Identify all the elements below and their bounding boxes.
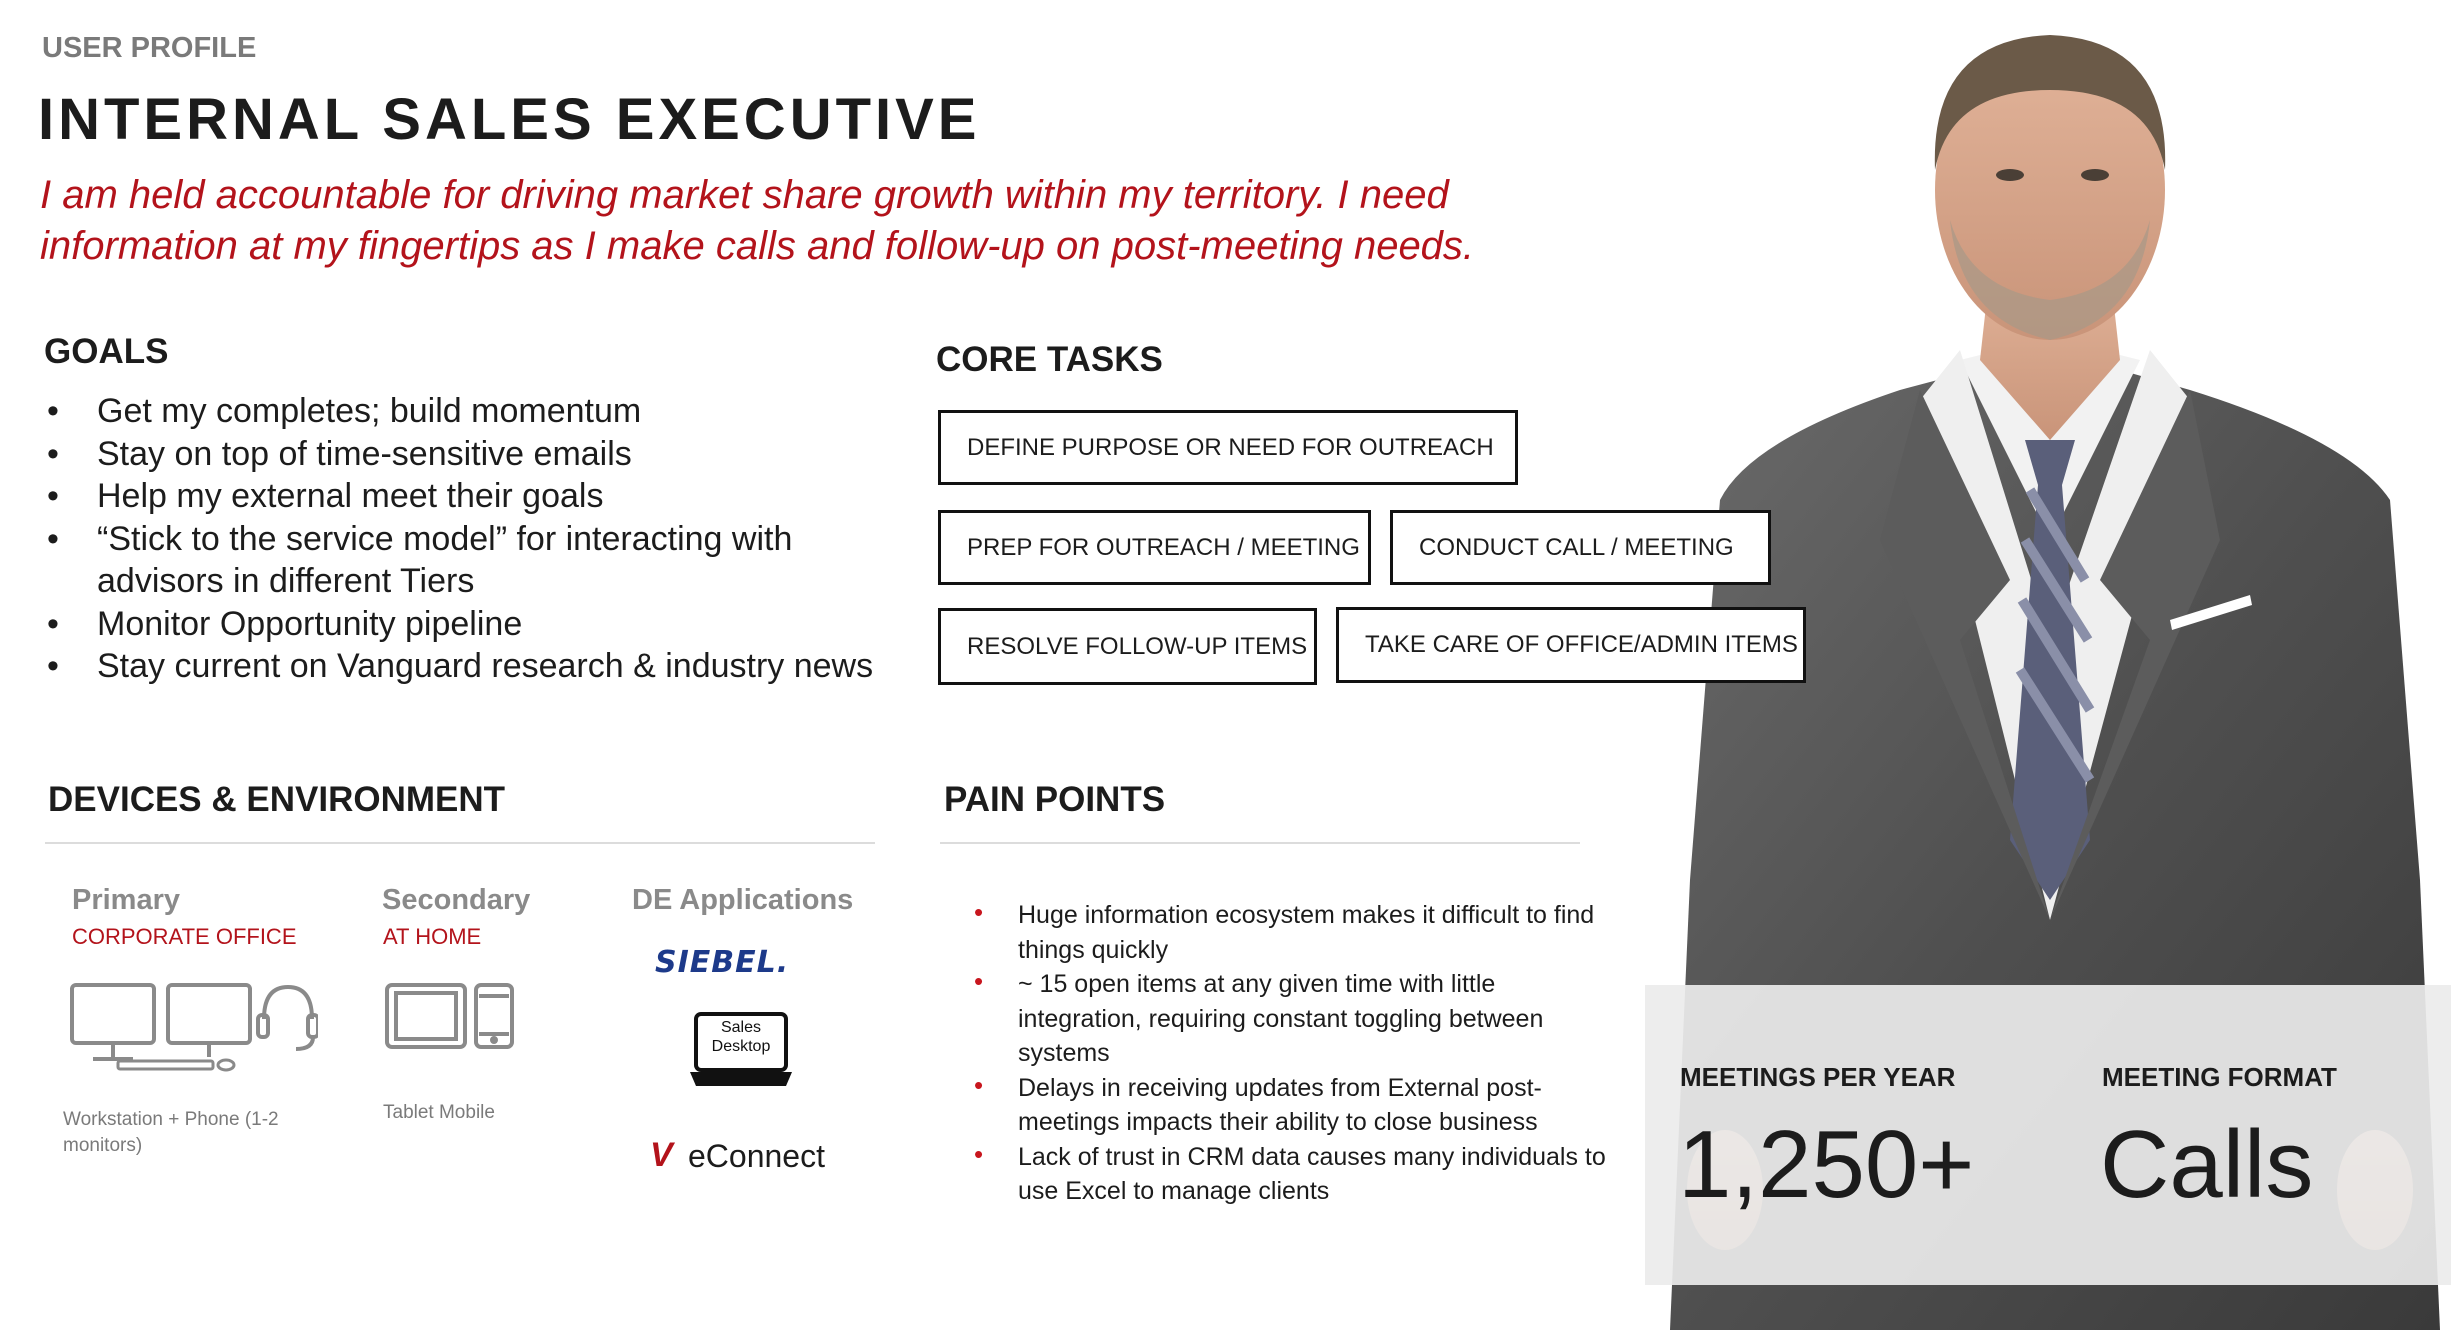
task-prep-outreach: PREP FOR OUTREACH / MEETING (938, 510, 1371, 585)
mobile-phone-icon (476, 985, 512, 1047)
goal-item: • “Stick to the service model” for interacting with advisors in different Tiers (45, 518, 905, 603)
primary-device-caption: Workstation + Phone (1-2 monitors) (63, 1109, 279, 1156)
task-office-admin: TAKE CARE OF OFFICE/ADMIN ITEMS (1336, 607, 1806, 683)
vanguard-v-icon: V (650, 1136, 673, 1174)
desktop-monitor-icon (72, 985, 154, 1059)
sales-desktop-logo (688, 1010, 794, 1088)
task-define-purpose: DEFINE PURPOSE OR NEED FOR OUTREACH (938, 410, 1518, 485)
tablet-icon (387, 985, 465, 1047)
pain-point-item: • Delays in receiving updates from External post-meetings impacts their ability to close business (970, 1071, 1610, 1140)
pain-point-item: • Huge information ecosystem makes it difficult to find things quickly (970, 898, 1610, 967)
workstation-icons (68, 975, 318, 1075)
goals-list (45, 390, 905, 688)
secondary-device-caption: Tablet Mobile (383, 1102, 495, 1123)
meeting-format-value: Calls (2100, 1111, 2314, 1218)
task-conduct-call: CONDUCT CALL / MEETING (1390, 510, 1771, 585)
persona-quote: I am held accountable for driving market share growth within my territory. I need information at my fingertips as I make calls and follow-up on post-meeting needs. (40, 173, 1475, 268)
task-resolve-follow-up: RESOLVE FOLLOW-UP ITEMS (938, 608, 1317, 685)
pain-points-heading: PAIN POINTS (944, 780, 1166, 819)
sales-desktop-label: Sales Desktop (711, 1019, 771, 1055)
siebel-logo: SIEBEL. (655, 945, 790, 980)
goal-item: • Monitor Opportunity pipeline (45, 603, 905, 646)
primary-device-location: CORPORATE OFFICE (72, 924, 297, 949)
goal-item: • Help my external meet their goals (45, 475, 905, 518)
page-title: INTERNAL SALES EXECUTIVE (38, 87, 981, 152)
goals-heading: GOALS (44, 332, 169, 371)
secondary-device-location: AT HOME (383, 924, 482, 949)
meeting-format-label: MEETING FORMAT (2102, 1062, 2337, 1092)
pain-points-list (970, 898, 1610, 1209)
headset-icon (258, 987, 318, 1049)
pain-point-item: • ~ 15 open items at any given time with little integration, requiring constant toggling between systems (970, 967, 1610, 1071)
devices-heading: DEVICES & ENVIRONMENT (48, 780, 505, 819)
econnect-label: eConnect (688, 1138, 825, 1174)
core-tasks-heading: CORE TASKS (936, 340, 1163, 379)
devices-divider (45, 842, 875, 844)
meetings-per-year-label: MEETINGS PER YEAR (1680, 1062, 1956, 1092)
goal-item: • Get my completes; build momentum (45, 390, 905, 433)
applications-title: DE Applications (632, 884, 854, 916)
meetings-per-year-value: 1,250+ (1678, 1111, 1975, 1218)
pain-points-divider (940, 842, 1580, 844)
tablet-mobile-icons (384, 982, 524, 1052)
pain-point-item: • Lack of trust in CRM data causes many individuals to use Excel to manage clients (970, 1140, 1610, 1209)
goal-item: • Stay on top of time-sensitive emails (45, 433, 905, 476)
primary-device-title: Primary (72, 884, 181, 916)
goal-item: • Stay current on Vanguard research & industry news (45, 645, 905, 688)
profile-label: USER PROFILE (42, 32, 257, 64)
secondary-device-title: Secondary (382, 884, 531, 916)
desktop-monitor-icon (168, 985, 250, 1057)
